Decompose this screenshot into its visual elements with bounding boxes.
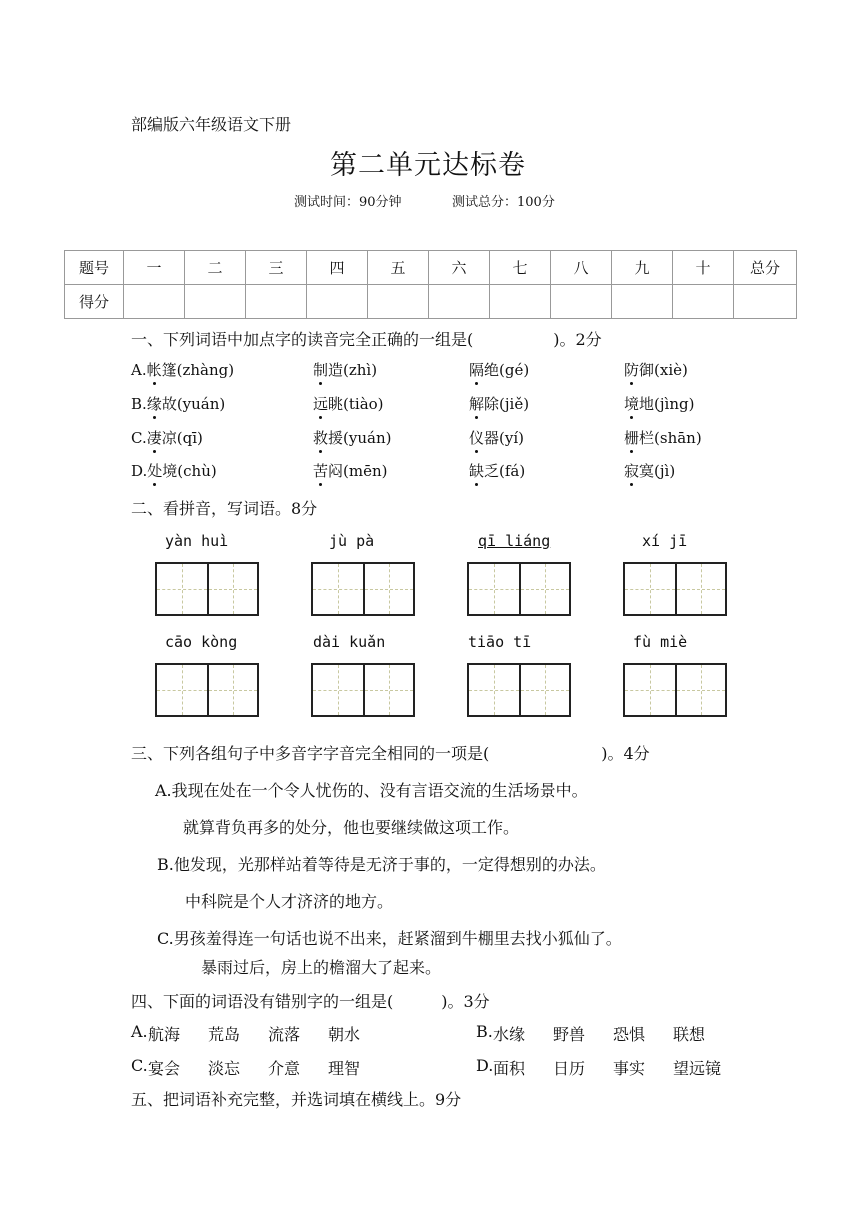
dotted-character: 栅	[624, 429, 640, 447]
dotted-character: 缺	[469, 462, 485, 480]
score-cell[interactable]	[734, 285, 797, 319]
question-1-option-word	[624, 359, 688, 380]
word-pinyin: 绝(gé)	[484, 361, 530, 379]
question-4-word: 水缘	[493, 1025, 526, 1044]
score-cell[interactable]	[673, 285, 734, 319]
word-pinyin: 闷(mēn)	[328, 462, 388, 480]
score-cell[interactable]	[612, 285, 673, 319]
word-pinyin: 故(yuán)	[161, 395, 226, 413]
question-3-line: 暴雨过后，房上的檐溜大了起来。	[201, 958, 442, 977]
score-table-header: 七	[490, 251, 551, 285]
word-pinyin: 器(yí)	[484, 429, 524, 447]
question-4-word: 面积	[493, 1059, 526, 1078]
question-4-word: 荒岛	[208, 1025, 241, 1044]
dotted-character: 帐	[146, 361, 162, 379]
question-1-option-word	[131, 393, 225, 414]
score-table-header: 题号	[65, 251, 124, 285]
page-title: 第二单元达标卷	[330, 150, 526, 181]
dotted-character: 苦	[313, 462, 329, 480]
question-4-word: 恐惧	[613, 1025, 646, 1044]
pinyin-label: dài kuǎn	[313, 633, 386, 651]
question-4-word: 日历	[553, 1059, 586, 1078]
writing-grid[interactable]	[623, 663, 727, 717]
question-1-option-word	[313, 359, 377, 380]
score-cell[interactable]	[429, 285, 490, 319]
dotted-character: 远	[313, 395, 329, 413]
pinyin-label: cāo kòng	[165, 633, 238, 651]
score-table	[64, 250, 797, 319]
option-letter: B.	[131, 395, 147, 413]
score-table-header: 总分	[734, 251, 797, 285]
question-1-option-word	[131, 427, 203, 448]
test-total-score: 测试总分：100分	[452, 195, 555, 210]
question-5-prompt: 五、把词语补充完整，并选词填在横线上。9分	[131, 1090, 462, 1109]
word-pinyin: 栏(shān)	[639, 429, 702, 447]
score-cell[interactable]	[551, 285, 612, 319]
score-cell[interactable]	[307, 285, 368, 319]
option-letter: D.	[131, 462, 148, 480]
option-letter: C.	[131, 429, 147, 447]
question-3-line: 中科院是个人才济济的地方。	[185, 892, 394, 911]
score-table-header: 六	[429, 251, 490, 285]
question-1-option-word	[131, 359, 234, 380]
question-4-prompt: 四、下面的词语没有错别字的一组是( )。3分	[131, 992, 490, 1011]
option-letter: C.	[131, 1056, 148, 1075]
pinyin-label: fù miè	[633, 633, 688, 651]
word-pinyin: 造(zhì)	[328, 361, 378, 379]
word-pinyin: 寞(jì)	[639, 462, 676, 480]
word-pinyin: 眺(tiào)	[328, 395, 384, 413]
pinyin-label: tiāo tī	[468, 633, 532, 651]
dotted-character: 隔	[469, 361, 485, 379]
score-row-label: 得分	[65, 285, 124, 319]
question-3-line: C.男孩羞得连一句话也说不出来，赶紧溜到牛棚里去找小狐仙了。	[157, 929, 622, 948]
word-pinyin: 凉(qī)	[161, 429, 203, 447]
question-4-word: 宴会	[148, 1059, 181, 1078]
question-4-word: 事实	[613, 1059, 646, 1078]
score-table-header: 四	[307, 251, 368, 285]
option-letter: B.	[476, 1022, 493, 1041]
dotted-character: 凄	[146, 429, 162, 447]
question-1-option-word	[313, 393, 384, 414]
score-cell[interactable]	[490, 285, 551, 319]
dotted-character: 境	[624, 395, 640, 413]
word-pinyin: 地(jìng)	[639, 395, 695, 413]
word-pinyin: 篷(zhàng)	[161, 361, 235, 379]
score-table-header: 一	[124, 251, 185, 285]
question-2-prompt: 二、看拼音，写词语。8分	[131, 499, 318, 518]
word-pinyin: 除(jiě)	[484, 395, 530, 413]
score-table-header-row	[65, 251, 797, 285]
word-pinyin: 援(yuán)	[328, 429, 392, 447]
pinyin-label: qī liáng	[478, 532, 551, 550]
word-pinyin: 御(xiè)	[639, 361, 688, 379]
pinyin-label: jù pà	[329, 532, 375, 550]
word-pinyin: 乏(fá)	[484, 462, 526, 480]
option-letter: A.	[131, 361, 147, 379]
dotted-character: 制	[313, 361, 329, 379]
test-time: 测试时间：90分钟	[294, 195, 402, 210]
question-1-option-word	[469, 393, 529, 414]
question-1-option-word	[469, 460, 525, 481]
option-letter: D.	[476, 1056, 494, 1075]
question-1-option-word	[313, 427, 391, 448]
writing-grid[interactable]	[467, 663, 571, 717]
pinyin-label: xí jī	[642, 532, 688, 550]
score-cell[interactable]	[368, 285, 429, 319]
dotted-character: 解	[469, 395, 485, 413]
score-table-header: 五	[368, 251, 429, 285]
writing-grid[interactable]	[311, 663, 415, 717]
score-cell[interactable]	[124, 285, 185, 319]
writing-grid[interactable]	[623, 562, 727, 616]
score-table-header: 八	[551, 251, 612, 285]
question-1-prompt: 一、下列词语中加点字的读音完全正确的一组是( )。2分	[131, 330, 602, 349]
question-4-word: 淡忘	[208, 1059, 241, 1078]
question-1-option-word	[469, 359, 529, 380]
question-1-option-word	[313, 460, 387, 481]
question-3-line: 就算背负再多的处分，他也要继续做这项工作。	[183, 818, 520, 837]
question-1-option-word	[624, 393, 694, 414]
pinyin-label: yàn huì	[165, 532, 229, 550]
writing-grid[interactable]	[311, 562, 415, 616]
score-table-header: 九	[612, 251, 673, 285]
question-4-word: 理智	[328, 1059, 361, 1078]
question-4-word: 流落	[268, 1025, 301, 1044]
score-table-header: 二	[185, 251, 246, 285]
question-3-line: B.他发现，光那样站着等待是无济于事的，一定得想别的办法。	[157, 855, 606, 874]
score-cell[interactable]	[185, 285, 246, 319]
question-3-line: A.我现在处在一个令人忧伤的、没有言语交流的生活场景中。	[155, 781, 588, 800]
score-table-header: 三	[246, 251, 307, 285]
question-1-option-word	[469, 427, 524, 448]
writing-grid[interactable]	[155, 663, 259, 717]
question-4-word: 联想	[673, 1025, 706, 1044]
dotted-character: 防	[624, 361, 640, 379]
dotted-character: 救	[313, 429, 329, 447]
writing-grid[interactable]	[155, 562, 259, 616]
question-4-word: 朝水	[328, 1025, 361, 1044]
dotted-character: 缘	[146, 395, 162, 413]
score-table-header: 十	[673, 251, 734, 285]
dotted-character: 处	[147, 462, 163, 480]
question-3-prompt: 三、下列各组句子中多音字字音完全相同的一项是( )。4分	[131, 744, 650, 763]
question-4-word: 航海	[148, 1025, 181, 1044]
question-1-option-word	[624, 460, 675, 481]
dotted-character: 仪	[469, 429, 485, 447]
question-1-option-word	[131, 460, 217, 481]
question-4-word: 望远镜	[673, 1059, 722, 1078]
dotted-character: 寂	[624, 462, 640, 480]
writing-grid[interactable]	[467, 562, 571, 616]
word-pinyin: 境(chù)	[162, 462, 217, 480]
question-1-option-word	[624, 427, 702, 448]
book-subtitle: 部编版六年级语文下册	[131, 115, 292, 134]
option-letter: A.	[131, 1022, 148, 1041]
score-cell[interactable]	[246, 285, 307, 319]
score-table-score-row	[65, 285, 797, 319]
question-4-word: 野兽	[553, 1025, 586, 1044]
question-4-word: 介意	[268, 1059, 301, 1078]
